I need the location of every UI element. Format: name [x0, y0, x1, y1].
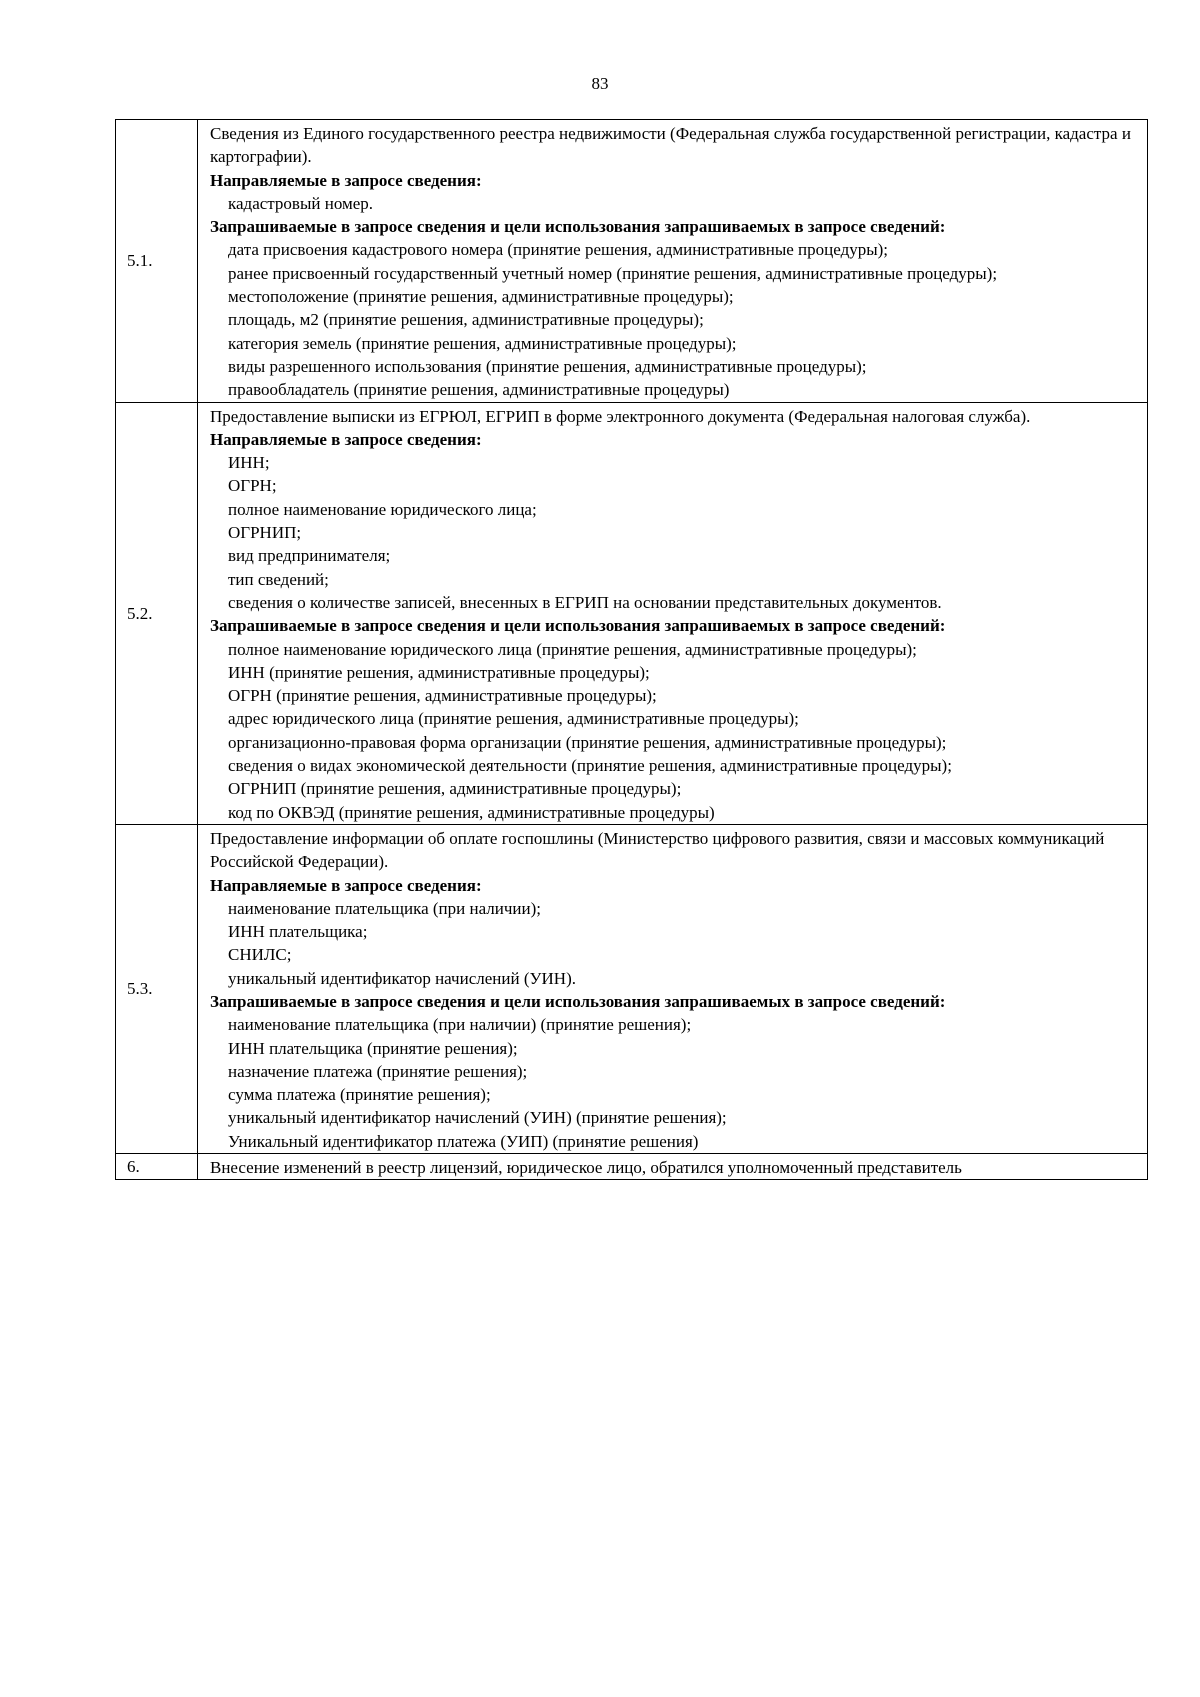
list-item: категория земель (принятие решения, административные процедуры); — [228, 333, 737, 353]
row-number: 6. — [116, 1154, 198, 1180]
list-item: ОГРНИП; — [228, 523, 302, 543]
list-item: сведения о видах экономической деятельности (принятие решения, административные процедуры); — [228, 756, 952, 776]
row-title: Предоставление выписки из ЕГРЮЛ, ЕГРИП в форме электронного документа (Федеральная налоговая служба). — [210, 406, 1031, 426]
table-row — [116, 120, 1148, 403]
list-item: тип сведений; — [228, 569, 329, 589]
list-item: СНИЛС; — [228, 945, 292, 965]
list-item: ИНН плательщика; — [228, 922, 368, 942]
list-item: правообладатель (принятие решения, административные процедуры) — [228, 380, 730, 400]
list-item: вид предпринимателя; — [228, 546, 391, 566]
row-content — [198, 1154, 1148, 1180]
requested-heading: Запрашиваемые в запросе сведения и цели использования запрашиваемых в запросе сведений: — [210, 217, 946, 237]
list-item: уникальный идентификатор начислений (УИН) (принятие решения); — [228, 1108, 727, 1128]
table-row — [116, 824, 1148, 1153]
row-number: 5.1. — [116, 120, 198, 403]
list-item: наименование плательщика (при наличии); — [228, 898, 541, 918]
list-item: сумма платежа (принятие решения); — [228, 1085, 491, 1105]
list-item: ИНН (принятие решения, административные процедуры); — [228, 662, 650, 682]
row-title: Внесение изменений в реестр лицензий, юридическое лицо, обратился уполномоченный представитель — [210, 1158, 962, 1178]
list-item: дата присвоения кадастрового номера (принятие решения, административные процедуры); — [228, 240, 889, 260]
list-item: ОГРН (принятие решения, административные процедуры); — [228, 686, 657, 706]
list-item: ОГРНИП (принятие решения, административные процедуры); — [228, 779, 682, 799]
list-item: ОГРН; — [228, 476, 277, 496]
requested-heading: Запрашиваемые в запросе сведения и цели использования запрашиваемых в запросе сведений: — [210, 616, 946, 636]
list-item: полное наименование юридического лица (принятие решения, административные процедуры); — [228, 639, 917, 659]
list-item: кадастровый номер. — [228, 193, 374, 213]
row-title: Предоставление информации об оплате госпошлины (Министерство цифрового развития, связи и массовых коммуникаций Российской Федерации). — [210, 828, 1105, 872]
list-item: виды разрешенного использования (принятие решения, административные процедуры); — [228, 356, 867, 376]
sent-heading: Направляемые в запросе сведения: — [210, 875, 482, 895]
list-item: местоположение (принятие решения, административные процедуры); — [228, 287, 734, 307]
list-item: полное наименование юридического лица; — [228, 499, 537, 519]
row-content — [198, 402, 1148, 824]
row-content — [198, 120, 1148, 403]
list-item: ИНН; — [228, 453, 270, 473]
sent-heading: Направляемые в запросе сведения: — [210, 429, 482, 449]
list-item: Уникальный идентификатор платежа (УИП) (принятие решения) — [228, 1131, 699, 1151]
list-item: код по ОКВЭД (принятие решения, административные процедуры) — [228, 802, 715, 822]
sent-heading: Направляемые в запросе сведения: — [210, 170, 482, 190]
row-content — [198, 824, 1148, 1153]
row-number: 5.2. — [116, 402, 198, 824]
requests-table — [115, 119, 1148, 1180]
table-row — [116, 1154, 1148, 1180]
row-title: Сведения из Единого государственного реестра недвижимости (Федеральная служба государственной регистрации, кадастра и картографии). — [210, 124, 1131, 167]
list-item: наименование плательщика (при наличии) (принятие решения); — [228, 1015, 692, 1035]
list-item: организационно-правовая форма организации (принятие решения, административные процедуры); — [228, 732, 947, 752]
list-item: адрес юридического лица (принятие решения, административные процедуры); — [228, 709, 799, 729]
page-number: 83 — [591, 74, 609, 93]
list-item: ИНН плательщика (принятие решения); — [228, 1038, 518, 1058]
list-item: назначение платежа (принятие решения); — [228, 1061, 528, 1081]
list-item: ранее присвоенный государственный учетный номер (принятие решения, административные процедуры); — [228, 263, 998, 283]
row-number: 5.3. — [116, 824, 198, 1153]
list-item: площадь, м2 (принятие решения, административные процедуры); — [228, 310, 704, 330]
list-item: уникальный идентификатор начислений (УИН). — [228, 968, 576, 988]
list-item: сведения о количестве записей, внесенных в ЕГРИП на основании представительных документов. — [228, 592, 942, 612]
table-row — [116, 402, 1148, 824]
requested-heading: Запрашиваемые в запросе сведения и цели использования запрашиваемых в запросе сведений: — [210, 991, 946, 1011]
